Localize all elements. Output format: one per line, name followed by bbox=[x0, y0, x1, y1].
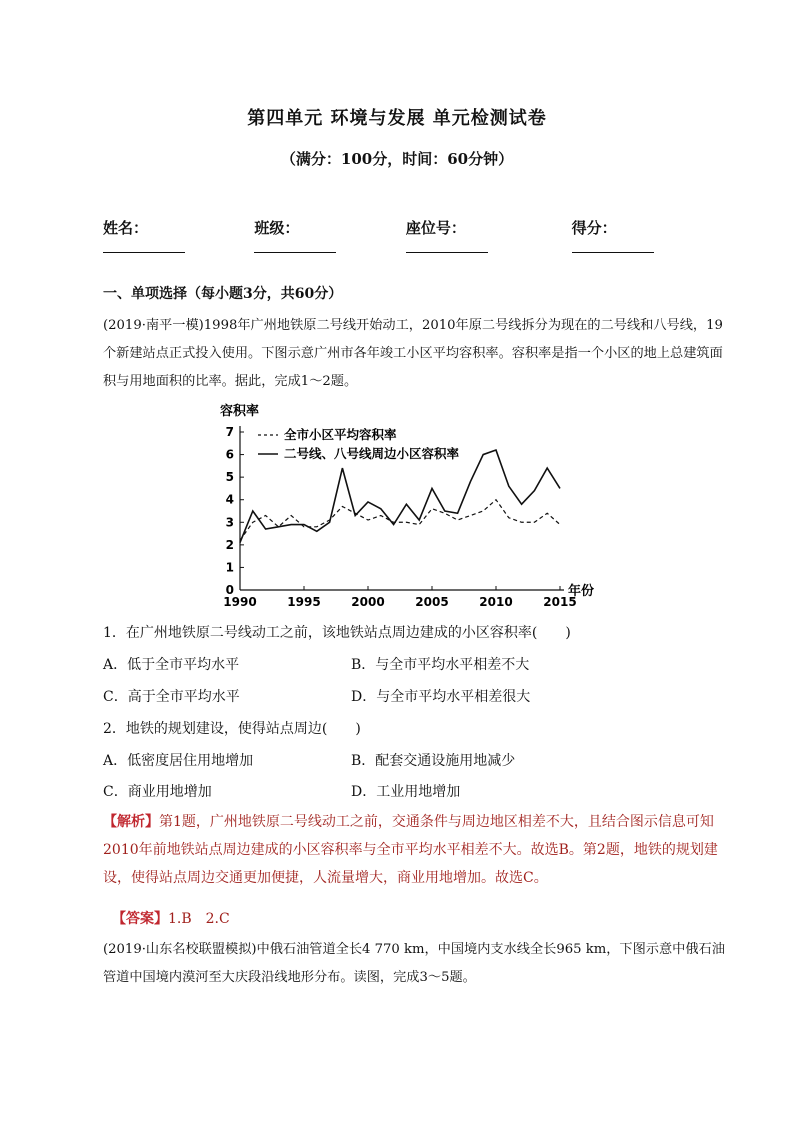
analysis-tag: 【解析】 bbox=[103, 814, 159, 830]
series-line-2 bbox=[240, 450, 560, 543]
passage-1: (2019·南平一模)1998年广州地铁原二号线开始动工，2010年原二号线拆分为现在的二号线和八号线，19个新建站点正式投入使用。下图示意广州市各年竣工小区平均容积率。容积率是指一个小区的地上总建筑面积与用地面积的比率。据此，完成1～2题。 bbox=[103, 318, 723, 389]
x-tick-label: 2000 bbox=[351, 595, 385, 609]
class-label: 班级： bbox=[254, 219, 300, 237]
page-subtitle: （满分：100分，时间：60分钟） bbox=[280, 150, 514, 168]
q1-option-d[interactable]: D．与全市平均水平相差很大 bbox=[351, 689, 531, 705]
y-tick-label: 6 bbox=[225, 447, 234, 462]
q2-option-a[interactable]: A．低密度居住用地增加 bbox=[103, 753, 254, 769]
answer-text: 1.B 2.C bbox=[168, 911, 230, 927]
passage-2: (2019·山东名校联盟模拟)中俄石油管道全长4 770 km，中国境内支水线全长965 km，下图示意中俄石油管道中国境内漠河至大庆段沿线地形分布。读图，完成3～5题。 bbox=[103, 942, 725, 985]
legend-label-2: 二号线、八号线周边小区容积率 bbox=[284, 446, 460, 461]
answer-block bbox=[112, 908, 230, 928]
student-info-line bbox=[103, 217, 723, 257]
x-tick-label: 1990 bbox=[223, 595, 257, 609]
y-tick-label: 3 bbox=[225, 515, 234, 530]
series-line-1 bbox=[240, 500, 560, 541]
q1-option-b[interactable]: B．与全市平均水平相差不大 bbox=[351, 657, 530, 673]
q2-option-d[interactable]: D．工业用地增加 bbox=[351, 784, 461, 800]
y-tick-label: 4 bbox=[225, 492, 234, 507]
analysis-text: 第1题，广州地铁原二号线动工之前，交通条件与周边地区相差不大，且结合图示信息可知2010年前地铁站点周边建成的小区容积率与全市平均水平相差不大。故选B。第2题，地铁的规划建设，使得站点周边交通更加便捷，人流量增大，商业用地增加。故选C。 bbox=[103, 814, 718, 886]
x-tick-label: 2010 bbox=[479, 595, 513, 609]
section-heading: 一、单项选择（每小题3分，共60分） bbox=[103, 286, 343, 302]
x-tick-label: 2015 bbox=[543, 595, 577, 609]
name-blank[interactable] bbox=[103, 238, 185, 253]
question-1-stem: 1．在广州地铁原二号线动工之前，该地铁站点周边建成的小区容积率( ) bbox=[103, 625, 571, 641]
y-tick-label: 1 bbox=[225, 560, 234, 575]
question-2-stem: 2．地铁的规划建设，使得站点周边( ) bbox=[103, 721, 361, 737]
y-tick-label: 7 bbox=[225, 425, 234, 439]
name-field[interactable] bbox=[103, 217, 224, 257]
q1-option-a[interactable]: A．低于全市平均水平 bbox=[103, 657, 240, 673]
analysis-block bbox=[103, 808, 733, 892]
score-blank[interactable] bbox=[572, 238, 654, 253]
q2-option-c[interactable]: C．商业用地增加 bbox=[103, 784, 212, 800]
class-blank[interactable] bbox=[254, 238, 336, 253]
seat-label: 座位号： bbox=[405, 219, 466, 237]
answer-tag: 【答案】 bbox=[112, 911, 168, 927]
name-label: 姓名： bbox=[103, 219, 149, 237]
x-tick-label: 2005 bbox=[415, 595, 449, 609]
chart-plot-ratio bbox=[220, 403, 610, 613]
seat-blank[interactable] bbox=[406, 238, 488, 253]
x-axis-label: 年份 bbox=[568, 584, 595, 599]
score-field[interactable] bbox=[572, 217, 693, 257]
y-tick-label: 0 bbox=[225, 583, 234, 597]
class-field[interactable] bbox=[254, 217, 375, 257]
score-label: 得分： bbox=[571, 219, 617, 237]
q1-option-c[interactable]: C．高于全市平均水平 bbox=[103, 689, 240, 705]
page-title: 第四单元 环境与发展 单元检测试卷 bbox=[247, 108, 547, 129]
q2-option-b[interactable]: B．配套交通设施用地减少 bbox=[351, 753, 516, 769]
y-axis-label: 容积率 bbox=[220, 404, 260, 419]
seat-field[interactable] bbox=[406, 217, 542, 257]
legend-label-1: 全市小区平均容积率 bbox=[284, 427, 397, 442]
y-tick-label: 5 bbox=[225, 470, 234, 485]
x-tick-label: 1995 bbox=[287, 595, 321, 609]
y-tick-label: 2 bbox=[225, 537, 234, 552]
